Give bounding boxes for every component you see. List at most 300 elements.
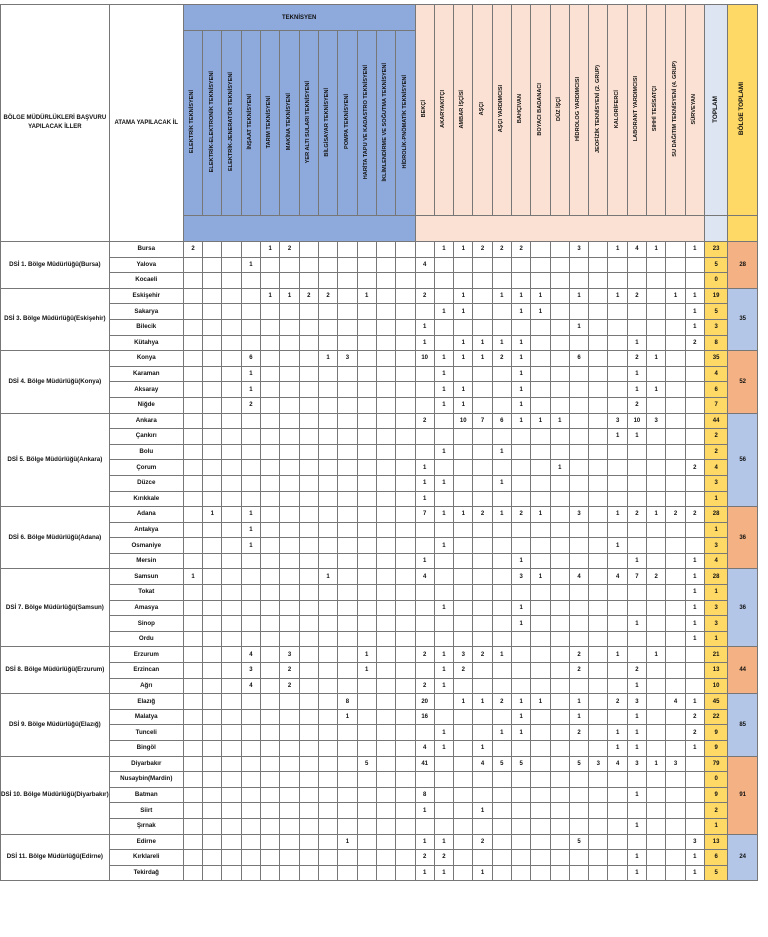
- count-cell: [318, 335, 337, 351]
- count-cell: [627, 491, 646, 507]
- count-cell: [396, 382, 415, 398]
- count-cell: [589, 522, 608, 538]
- count-cell: 1: [608, 725, 627, 741]
- count-cell: [222, 772, 241, 788]
- count-cell: [299, 631, 318, 647]
- count-cell: 1: [685, 569, 704, 585]
- count-cell: [627, 647, 646, 663]
- count-cell: [473, 725, 492, 741]
- count-cell: [647, 787, 666, 803]
- count-cell: [550, 709, 569, 725]
- count-cell: [338, 647, 357, 663]
- count-cell: [454, 585, 473, 601]
- count-cell: [280, 351, 299, 367]
- count-cell: [261, 413, 280, 429]
- count-cell: [396, 818, 415, 834]
- region-total-cell: 44: [728, 647, 758, 694]
- count-cell: 3: [608, 413, 627, 429]
- count-cell: 1: [357, 288, 376, 304]
- count-cell: [299, 725, 318, 741]
- count-cell: [376, 569, 395, 585]
- row-total-cell: 3: [704, 600, 727, 616]
- count-cell: [550, 366, 569, 382]
- count-cell: [685, 772, 704, 788]
- region-name-cell: DSİ 7. Bölge Müdürlüğü(Samsun): [1, 569, 110, 647]
- count-cell: [396, 413, 415, 429]
- count-cell: 1: [492, 444, 511, 460]
- count-cell: [666, 242, 685, 258]
- count-cell: [396, 319, 415, 335]
- region-name-cell: DSİ 4. Bölge Müdürlüğü(Konya): [1, 351, 110, 413]
- count-cell: 1: [241, 507, 260, 523]
- count-cell: [647, 818, 666, 834]
- spacer-cell: [415, 216, 704, 242]
- count-cell: [473, 366, 492, 382]
- count-cell: [261, 444, 280, 460]
- count-cell: [415, 444, 434, 460]
- count-cell: [396, 507, 415, 523]
- count-cell: [203, 725, 222, 741]
- count-cell: [454, 865, 473, 881]
- count-cell: [203, 553, 222, 569]
- count-cell: [241, 553, 260, 569]
- count-cell: [280, 631, 299, 647]
- count-cell: [357, 444, 376, 460]
- count-cell: 1: [608, 538, 627, 554]
- count-cell: [589, 429, 608, 445]
- count-cell: [222, 335, 241, 351]
- count-cell: [280, 413, 299, 429]
- count-cell: [666, 865, 685, 881]
- row-total-cell: 0: [704, 772, 727, 788]
- count-cell: 1: [531, 304, 550, 320]
- count-cell: [550, 491, 569, 507]
- count-cell: [299, 709, 318, 725]
- table-row: [1, 460, 758, 476]
- count-cell: [492, 803, 511, 819]
- count-cell: [512, 772, 531, 788]
- count-cell: 2: [280, 663, 299, 679]
- count-cell: [569, 273, 588, 289]
- count-cell: [261, 678, 280, 694]
- count-cell: 1: [627, 335, 646, 351]
- count-cell: 1: [647, 507, 666, 523]
- table-row: [1, 288, 758, 304]
- count-cell: 3: [589, 756, 608, 772]
- count-cell: [261, 616, 280, 632]
- count-cell: [396, 647, 415, 663]
- count-cell: [492, 787, 511, 803]
- count-cell: [666, 351, 685, 367]
- count-cell: [666, 600, 685, 616]
- count-cell: [222, 475, 241, 491]
- table-row: [1, 475, 758, 491]
- count-cell: [318, 242, 337, 258]
- table-row: [1, 803, 758, 819]
- teknisyen-group-header: TEKNİSYEN: [183, 5, 415, 31]
- col-header: SÜRVEYAN: [685, 5, 704, 216]
- count-cell: [550, 647, 569, 663]
- count-cell: [666, 553, 685, 569]
- header-group-row: [1, 5, 758, 31]
- row-total-cell: 5: [704, 304, 727, 320]
- table-row: [1, 257, 758, 273]
- count-cell: [531, 319, 550, 335]
- count-cell: [376, 413, 395, 429]
- count-cell: [396, 351, 415, 367]
- count-cell: [183, 818, 202, 834]
- count-cell: [203, 475, 222, 491]
- count-cell: [550, 507, 569, 523]
- count-cell: [396, 460, 415, 476]
- count-cell: [338, 366, 357, 382]
- count-cell: [299, 397, 318, 413]
- count-cell: [454, 787, 473, 803]
- count-cell: [396, 288, 415, 304]
- count-cell: [512, 787, 531, 803]
- count-cell: [261, 491, 280, 507]
- count-cell: [357, 787, 376, 803]
- row-total-cell: 3: [704, 319, 727, 335]
- count-cell: 2: [569, 725, 588, 741]
- count-cell: [415, 725, 434, 741]
- count-cell: [357, 772, 376, 788]
- count-cell: [376, 600, 395, 616]
- count-cell: [261, 865, 280, 881]
- count-cell: [647, 803, 666, 819]
- count-cell: [376, 522, 395, 538]
- count-cell: [318, 803, 337, 819]
- count-cell: [183, 319, 202, 335]
- count-cell: [203, 741, 222, 757]
- count-cell: [338, 678, 357, 694]
- col-header: HİDROLOG YARDIMCISI: [569, 5, 588, 216]
- count-cell: [492, 663, 511, 679]
- count-cell: [338, 257, 357, 273]
- count-cell: [338, 663, 357, 679]
- count-cell: [183, 756, 202, 772]
- count-cell: [550, 818, 569, 834]
- count-cell: [280, 538, 299, 554]
- count-cell: [396, 725, 415, 741]
- count-cell: 1: [512, 600, 531, 616]
- count-cell: [318, 725, 337, 741]
- region-total-header: BÖLGE TOPLAMI: [728, 5, 758, 216]
- city-cell: Karaman: [109, 366, 183, 382]
- count-cell: 5: [492, 756, 511, 772]
- count-cell: [569, 444, 588, 460]
- count-cell: [569, 522, 588, 538]
- count-cell: [338, 273, 357, 289]
- count-cell: [647, 678, 666, 694]
- count-cell: [531, 663, 550, 679]
- count-cell: 1: [454, 382, 473, 398]
- count-cell: 2: [685, 335, 704, 351]
- count-cell: 1: [454, 335, 473, 351]
- count-cell: [299, 460, 318, 476]
- city-cell: Nusaybin(Mardin): [109, 772, 183, 788]
- count-cell: [627, 631, 646, 647]
- count-cell: [589, 319, 608, 335]
- table-row: [1, 600, 758, 616]
- count-cell: [299, 818, 318, 834]
- count-cell: [550, 834, 569, 850]
- table-row: [1, 631, 758, 647]
- city-cell: Ordu: [109, 631, 183, 647]
- count-cell: [396, 600, 415, 616]
- count-cell: [531, 491, 550, 507]
- count-cell: [261, 319, 280, 335]
- count-cell: [473, 631, 492, 647]
- count-cell: [222, 413, 241, 429]
- count-cell: 1: [338, 709, 357, 725]
- city-cell: Amasya: [109, 600, 183, 616]
- count-cell: [299, 444, 318, 460]
- count-cell: [222, 242, 241, 258]
- count-cell: [183, 444, 202, 460]
- count-cell: [589, 631, 608, 647]
- count-cell: [318, 538, 337, 554]
- count-cell: 1: [685, 288, 704, 304]
- count-cell: [183, 663, 202, 679]
- city-cell: Mersin: [109, 553, 183, 569]
- count-cell: [473, 678, 492, 694]
- region-total-cell: 24: [728, 834, 758, 881]
- count-cell: [261, 507, 280, 523]
- count-cell: [261, 694, 280, 710]
- count-cell: [492, 585, 511, 601]
- count-cell: [203, 663, 222, 679]
- count-cell: [454, 553, 473, 569]
- count-cell: [396, 787, 415, 803]
- count-cell: [550, 319, 569, 335]
- count-cell: [666, 787, 685, 803]
- count-cell: [454, 818, 473, 834]
- count-cell: [318, 818, 337, 834]
- count-cell: 4: [627, 242, 646, 258]
- count-cell: [357, 257, 376, 273]
- count-cell: 2: [415, 678, 434, 694]
- count-cell: [318, 834, 337, 850]
- count-cell: [203, 319, 222, 335]
- count-cell: 2: [569, 663, 588, 679]
- count-cell: [531, 366, 550, 382]
- count-cell: [589, 491, 608, 507]
- count-cell: [376, 351, 395, 367]
- count-cell: [666, 522, 685, 538]
- col-header: HARİTA TAPU VE KADASTRO TEKNİSYENİ: [357, 31, 376, 216]
- count-cell: [357, 538, 376, 554]
- count-cell: [492, 865, 511, 881]
- count-cell: [261, 803, 280, 819]
- count-cell: [318, 678, 337, 694]
- count-cell: [299, 429, 318, 445]
- count-cell: 1: [512, 694, 531, 710]
- count-cell: [299, 335, 318, 351]
- count-cell: [685, 273, 704, 289]
- count-cell: 1: [608, 429, 627, 445]
- count-cell: [569, 491, 588, 507]
- count-cell: [512, 647, 531, 663]
- city-cell: Erzurum: [109, 647, 183, 663]
- count-cell: [627, 600, 646, 616]
- count-cell: [203, 834, 222, 850]
- count-cell: [183, 491, 202, 507]
- count-cell: [550, 444, 569, 460]
- count-cell: [454, 834, 473, 850]
- count-cell: [454, 600, 473, 616]
- count-cell: 1: [627, 429, 646, 445]
- count-cell: [396, 491, 415, 507]
- count-cell: [434, 772, 453, 788]
- count-cell: [318, 787, 337, 803]
- count-cell: 1: [415, 553, 434, 569]
- count-cell: [203, 850, 222, 866]
- count-cell: [318, 366, 337, 382]
- count-cell: [280, 585, 299, 601]
- count-cell: [203, 460, 222, 476]
- count-cell: [280, 694, 299, 710]
- count-cell: [376, 475, 395, 491]
- count-cell: 2: [492, 242, 511, 258]
- city-cell: Malatya: [109, 709, 183, 725]
- count-cell: [666, 631, 685, 647]
- count-cell: [569, 538, 588, 554]
- count-cell: [396, 444, 415, 460]
- count-cell: [512, 257, 531, 273]
- count-cell: [396, 475, 415, 491]
- count-cell: [396, 257, 415, 273]
- city-cell: Siirt: [109, 803, 183, 819]
- count-cell: [608, 257, 627, 273]
- count-cell: [299, 585, 318, 601]
- count-cell: 1: [415, 491, 434, 507]
- count-cell: [492, 304, 511, 320]
- count-cell: [183, 553, 202, 569]
- count-cell: 4: [241, 647, 260, 663]
- count-cell: [608, 709, 627, 725]
- count-cell: 1: [627, 616, 646, 632]
- count-cell: 1: [261, 288, 280, 304]
- count-cell: [261, 397, 280, 413]
- count-cell: [222, 257, 241, 273]
- col-header: TARIM TEKNİSYENİ: [261, 31, 280, 216]
- count-cell: [261, 273, 280, 289]
- count-cell: [203, 647, 222, 663]
- count-cell: [241, 756, 260, 772]
- count-cell: 1: [685, 850, 704, 866]
- row-total-cell: 5: [704, 865, 727, 881]
- count-cell: [473, 616, 492, 632]
- table-row: [1, 834, 758, 850]
- count-cell: [685, 413, 704, 429]
- count-cell: [241, 772, 260, 788]
- count-cell: [222, 522, 241, 538]
- count-cell: [280, 507, 299, 523]
- city-cell: Sinop: [109, 616, 183, 632]
- region-header: BÖLGE MÜDÜRLÜKLERİ BAŞVURU YAPILACAK İLLER: [1, 5, 110, 242]
- row-total-cell: 22: [704, 709, 727, 725]
- count-cell: 1: [627, 678, 646, 694]
- col-header: SIHHİ TESİSATÇI: [647, 5, 666, 216]
- count-cell: [280, 569, 299, 585]
- count-cell: [415, 631, 434, 647]
- count-cell: [512, 834, 531, 850]
- count-cell: [454, 709, 473, 725]
- count-cell: [492, 741, 511, 757]
- count-cell: [492, 319, 511, 335]
- count-cell: 1: [434, 475, 453, 491]
- count-cell: [261, 631, 280, 647]
- count-cell: 1: [685, 319, 704, 335]
- count-cell: [512, 741, 531, 757]
- count-cell: [183, 397, 202, 413]
- count-cell: [454, 366, 473, 382]
- count-cell: [357, 242, 376, 258]
- table-row: [1, 772, 758, 788]
- count-cell: [434, 631, 453, 647]
- count-cell: [531, 803, 550, 819]
- count-cell: [685, 257, 704, 273]
- city-cell: Eskişehir: [109, 288, 183, 304]
- count-cell: 1: [685, 616, 704, 632]
- count-cell: 1: [647, 242, 666, 258]
- count-cell: [608, 585, 627, 601]
- table-row: [1, 382, 758, 398]
- count-cell: 1: [647, 351, 666, 367]
- row-total-cell: 3: [704, 475, 727, 491]
- count-cell: [241, 725, 260, 741]
- count-cell: [376, 709, 395, 725]
- count-cell: 1: [647, 756, 666, 772]
- row-total-cell: 1: [704, 585, 727, 601]
- count-cell: 3: [647, 413, 666, 429]
- count-cell: [396, 397, 415, 413]
- count-cell: [569, 865, 588, 881]
- count-cell: 1: [550, 460, 569, 476]
- count-cell: [203, 429, 222, 445]
- count-cell: [531, 772, 550, 788]
- count-cell: [647, 475, 666, 491]
- count-cell: [589, 257, 608, 273]
- count-cell: [241, 242, 260, 258]
- count-cell: [280, 741, 299, 757]
- count-cell: [376, 397, 395, 413]
- count-cell: [376, 335, 395, 351]
- count-cell: 1: [647, 647, 666, 663]
- count-cell: 6: [492, 413, 511, 429]
- count-cell: [183, 335, 202, 351]
- count-cell: [531, 818, 550, 834]
- count-cell: [531, 631, 550, 647]
- count-cell: 1: [512, 553, 531, 569]
- count-cell: [376, 694, 395, 710]
- count-cell: [512, 850, 531, 866]
- count-cell: [512, 631, 531, 647]
- count-cell: [261, 553, 280, 569]
- count-cell: [589, 616, 608, 632]
- count-cell: [569, 678, 588, 694]
- count-cell: [608, 273, 627, 289]
- count-cell: [241, 694, 260, 710]
- count-cell: [589, 585, 608, 601]
- count-cell: [647, 491, 666, 507]
- count-cell: 1: [434, 678, 453, 694]
- count-cell: [550, 382, 569, 398]
- count-cell: [473, 600, 492, 616]
- count-cell: [531, 741, 550, 757]
- count-cell: 4: [241, 678, 260, 694]
